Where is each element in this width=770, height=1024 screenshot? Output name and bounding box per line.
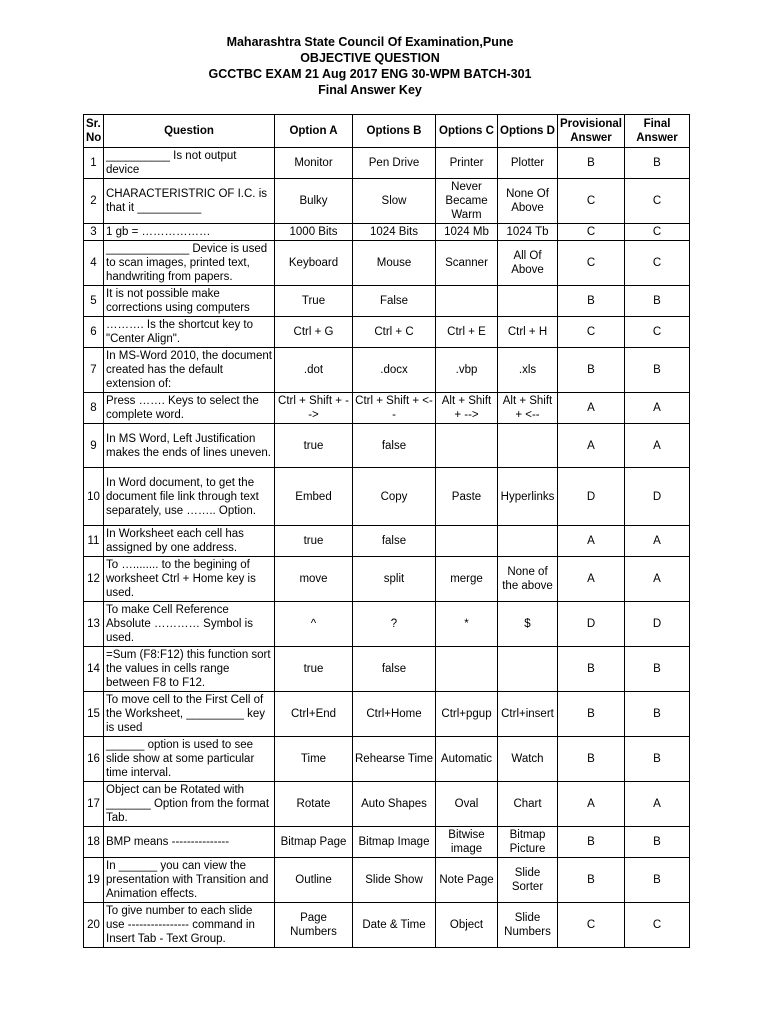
option-b-cell: ?	[353, 602, 436, 647]
option-d-cell: Bitmap Picture	[498, 827, 558, 858]
question-cell: In ______ you can view the presentation with Transition and Animation effects.	[104, 858, 275, 903]
final-answer-cell: B	[625, 348, 690, 393]
sr-no-cell: 16	[84, 737, 104, 782]
provisional-answer-cell: B	[558, 737, 625, 782]
final-answer-cell: C	[625, 317, 690, 348]
sr-no-cell: 6	[84, 317, 104, 348]
sr-no-cell: 12	[84, 557, 104, 602]
question-cell: _____________ Device is used to scan images, printed text, handwriting from papers.	[104, 241, 275, 286]
option-a-cell: True	[275, 286, 353, 317]
table-row	[84, 782, 690, 827]
option-a-cell: ^	[275, 602, 353, 647]
final-answer-cell: D	[625, 602, 690, 647]
col-header-option-c: Options C	[436, 115, 498, 148]
option-b-cell: split	[353, 557, 436, 602]
final-answer-cell: B	[625, 692, 690, 737]
col-header-sr-no	[84, 115, 104, 148]
question-cell: In Worksheet each cell has assigned by one address.	[104, 526, 275, 557]
option-a-cell: Outline	[275, 858, 353, 903]
col-header-provisional-answer	[558, 115, 625, 148]
table-row	[84, 317, 690, 348]
option-d-cell	[498, 647, 558, 692]
option-d-cell	[498, 526, 558, 557]
sr-no-cell: 19	[84, 858, 104, 903]
question-cell: CHARACTERISTRIC OF I.C. is that it __________	[104, 179, 275, 224]
option-a-cell: move	[275, 557, 353, 602]
question-cell: To give number to each slide use ---------------- command in Insert Tab - Text Group.	[104, 903, 275, 948]
option-d-cell	[498, 286, 558, 317]
option-d-cell: 1024 Tb	[498, 224, 558, 241]
option-c-cell: *	[436, 602, 498, 647]
sr-no-cell: 11	[84, 526, 104, 557]
final-answer-cell: A	[625, 557, 690, 602]
option-a-cell: true	[275, 647, 353, 692]
final-answer-cell: C	[625, 224, 690, 241]
option-d-cell: Alt + Shift + <--	[498, 393, 558, 424]
sr-no-cell: 4	[84, 241, 104, 286]
option-a-cell: .dot	[275, 348, 353, 393]
option-b-cell: Auto Shapes	[353, 782, 436, 827]
option-d-cell: Slide Sorter	[498, 858, 558, 903]
option-c-cell: Note Page	[436, 858, 498, 903]
option-b-cell: Slide Show	[353, 858, 436, 903]
option-c-cell: Object	[436, 903, 498, 948]
table-row	[84, 286, 690, 317]
option-d-cell: Watch	[498, 737, 558, 782]
option-a-cell: true	[275, 424, 353, 468]
col-header-option-a: Option A	[275, 115, 353, 148]
exam-title: GCCTBC EXAM 21 Aug 2017 ENG 30-WPM BATCH-301	[208, 67, 532, 81]
table-header-row	[84, 115, 690, 148]
option-b-cell: 1024 Bits	[353, 224, 436, 241]
question-cell: In MS-Word 2010, the document created has the default extension of:	[104, 348, 275, 393]
col-header-final-line2: Answer	[636, 132, 678, 144]
option-c-cell: .vbp	[436, 348, 498, 393]
sr-no-cell: 7	[84, 348, 104, 393]
sr-no-cell: 3	[84, 224, 104, 241]
option-b-cell: False	[353, 286, 436, 317]
option-c-cell: Ctrl + E	[436, 317, 498, 348]
sr-no-cell: 17	[84, 782, 104, 827]
option-d-cell: Chart	[498, 782, 558, 827]
option-a-cell: Bulky	[275, 179, 353, 224]
option-c-cell: Ctrl+pgup	[436, 692, 498, 737]
council-name: Maharashtra State Council Of Examination,Pune	[226, 35, 514, 49]
question-cell: In Word document, to get the document file link through text separately, use …….. Option.	[104, 468, 275, 526]
final-answer-cell: A	[625, 526, 690, 557]
col-header-option-b: Options B	[353, 115, 436, 148]
table-row	[84, 526, 690, 557]
provisional-answer-cell: C	[558, 241, 625, 286]
final-answer-cell: D	[625, 468, 690, 526]
question-cell: 1 gb = ………………	[104, 224, 275, 241]
sr-no-cell: 2	[84, 179, 104, 224]
option-b-cell: Ctrl + Shift + <- -	[353, 393, 436, 424]
table-row	[84, 692, 690, 737]
sr-no-cell: 15	[84, 692, 104, 737]
question-cell: Object can be Rotated with _______ Option from the format Tab.	[104, 782, 275, 827]
option-d-cell	[498, 424, 558, 468]
option-d-cell: All Of Above	[498, 241, 558, 286]
table-row	[84, 557, 690, 602]
table-row	[84, 903, 690, 948]
option-a-cell: Ctrl + G	[275, 317, 353, 348]
table-row	[84, 602, 690, 647]
question-cell: To …........ to the begining of worksheet Ctrl + Home key is used.	[104, 557, 275, 602]
col-header-question: Question	[104, 115, 275, 148]
option-c-cell: 1024 Mb	[436, 224, 498, 241]
option-a-cell: Embed	[275, 468, 353, 526]
question-cell: ______ option is used to see slide show at some particular time interval.	[104, 737, 275, 782]
option-d-cell: Ctrl+insert	[498, 692, 558, 737]
option-b-cell: .docx	[353, 348, 436, 393]
option-c-cell: Scanner	[436, 241, 498, 286]
option-b-cell: false	[353, 526, 436, 557]
col-header-sr-line1: Sr.	[86, 118, 101, 130]
provisional-answer-cell: A	[558, 424, 625, 468]
table-row	[84, 827, 690, 858]
col-header-provisional-line2: Answer	[570, 132, 612, 144]
provisional-answer-cell: C	[558, 179, 625, 224]
option-b-cell: Mouse	[353, 241, 436, 286]
provisional-answer-cell: B	[558, 348, 625, 393]
question-cell: In MS Word, Left Justification makes the ends of lines uneven.	[104, 424, 275, 468]
sr-no-cell: 5	[84, 286, 104, 317]
provisional-answer-cell: A	[558, 557, 625, 602]
option-a-cell: Monitor	[275, 148, 353, 179]
option-a-cell: Ctrl + Shift + - ->	[275, 393, 353, 424]
table-row	[84, 148, 690, 179]
table-row	[84, 647, 690, 692]
sr-no-cell: 20	[84, 903, 104, 948]
question-cell: =Sum (F8:F12) this function sort the values in cells range between F8 to F12.	[104, 647, 275, 692]
option-a-cell: Ctrl+End	[275, 692, 353, 737]
option-b-cell: Ctrl + C	[353, 317, 436, 348]
sr-no-cell: 18	[84, 827, 104, 858]
final-answer-cell: B	[625, 827, 690, 858]
sr-no-cell: 1	[84, 148, 104, 179]
option-d-cell: Hyperlinks	[498, 468, 558, 526]
question-cell: BMP means ---------------	[104, 827, 275, 858]
sr-no-cell: 13	[84, 602, 104, 647]
option-d-cell: Slide Numbers	[498, 903, 558, 948]
option-c-cell: Printer	[436, 148, 498, 179]
final-answer-cell: B	[625, 647, 690, 692]
option-c-cell: Alt + Shift + -->	[436, 393, 498, 424]
provisional-answer-cell: D	[558, 602, 625, 647]
question-cell: To make Cell Reference Absolute ………… Symbol is used.	[104, 602, 275, 647]
option-c-cell	[436, 286, 498, 317]
final-answer-cell: C	[625, 241, 690, 286]
option-c-cell: Paste	[436, 468, 498, 526]
final-answer-cell: C	[625, 903, 690, 948]
table-row	[84, 424, 690, 468]
option-a-cell: Page Numbers	[275, 903, 353, 948]
provisional-answer-cell: B	[558, 858, 625, 903]
option-b-cell: Slow	[353, 179, 436, 224]
final-answer-cell: B	[625, 148, 690, 179]
final-answer-cell: B	[625, 858, 690, 903]
table-row	[84, 737, 690, 782]
table-row	[84, 179, 690, 224]
option-d-cell: Ctrl + H	[498, 317, 558, 348]
question-cell: Press ……. Keys to select the complete word.	[104, 393, 275, 424]
option-c-cell	[436, 424, 498, 468]
option-b-cell: false	[353, 424, 436, 468]
col-header-final-answer	[625, 115, 690, 148]
option-a-cell: true	[275, 526, 353, 557]
col-header-sr-line2: No	[86, 132, 102, 144]
table-row	[84, 393, 690, 424]
sr-no-cell: 9	[84, 424, 104, 468]
option-b-cell: Copy	[353, 468, 436, 526]
option-a-cell: 1000 Bits	[275, 224, 353, 241]
answer-key-table	[83, 114, 690, 948]
table-row	[84, 858, 690, 903]
option-b-cell: Bitmap Image	[353, 827, 436, 858]
provisional-answer-cell: B	[558, 148, 625, 179]
provisional-answer-cell: B	[558, 692, 625, 737]
final-answer-cell: C	[625, 179, 690, 224]
option-b-cell: Date & Time	[353, 903, 436, 948]
option-c-cell: Never Became Warm	[436, 179, 498, 224]
option-b-cell: Rehearse Time	[353, 737, 436, 782]
option-b-cell: Pen Drive	[353, 148, 436, 179]
option-d-cell: Plotter	[498, 148, 558, 179]
question-cell: To move cell to the First Cell of the Worksheet, _________ key is used	[104, 692, 275, 737]
provisional-answer-cell: A	[558, 782, 625, 827]
col-header-provisional-line1: Provisional	[560, 118, 622, 130]
final-answer-cell: B	[625, 286, 690, 317]
sr-no-cell: 8	[84, 393, 104, 424]
option-a-cell: Keyboard	[275, 241, 353, 286]
sr-no-cell: 10	[84, 468, 104, 526]
option-c-cell: Bitwise image	[436, 827, 498, 858]
provisional-answer-cell: A	[558, 526, 625, 557]
table-row	[84, 241, 690, 286]
table-row	[84, 348, 690, 393]
option-d-cell: $	[498, 602, 558, 647]
option-b-cell: Ctrl+Home	[353, 692, 436, 737]
question-cell: ………. Is the shortcut key to "Center Align".	[104, 317, 275, 348]
document-header	[0, 34, 740, 98]
table-row	[84, 468, 690, 526]
final-answer-cell: A	[625, 393, 690, 424]
provisional-answer-cell: C	[558, 317, 625, 348]
provisional-answer-cell: B	[558, 647, 625, 692]
final-answer-cell: A	[625, 424, 690, 468]
question-cell: __________ Is not output device	[104, 148, 275, 179]
option-d-cell: None of the above	[498, 557, 558, 602]
option-c-cell: Oval	[436, 782, 498, 827]
provisional-answer-cell: B	[558, 827, 625, 858]
provisional-answer-cell: C	[558, 903, 625, 948]
option-c-cell	[436, 647, 498, 692]
option-c-cell	[436, 526, 498, 557]
provisional-answer-cell: C	[558, 224, 625, 241]
option-b-cell: false	[353, 647, 436, 692]
option-a-cell: Bitmap Page	[275, 827, 353, 858]
col-header-final-line1: Final	[643, 118, 671, 130]
option-d-cell: .xls	[498, 348, 558, 393]
option-c-cell: Automatic	[436, 737, 498, 782]
provisional-answer-cell: A	[558, 393, 625, 424]
table-row	[84, 224, 690, 241]
final-answer-cell: B	[625, 737, 690, 782]
option-d-cell: None Of Above	[498, 179, 558, 224]
document-type: OBJECTIVE QUESTION	[300, 51, 440, 65]
document-title: Final Answer Key	[318, 83, 422, 97]
provisional-answer-cell: D	[558, 468, 625, 526]
option-c-cell: merge	[436, 557, 498, 602]
option-a-cell: Rotate	[275, 782, 353, 827]
question-cell: It is not possible make corrections using computers	[104, 286, 275, 317]
col-header-option-d: Options D	[498, 115, 558, 148]
provisional-answer-cell: B	[558, 286, 625, 317]
option-a-cell: Time	[275, 737, 353, 782]
final-answer-cell: A	[625, 782, 690, 827]
sr-no-cell: 14	[84, 647, 104, 692]
